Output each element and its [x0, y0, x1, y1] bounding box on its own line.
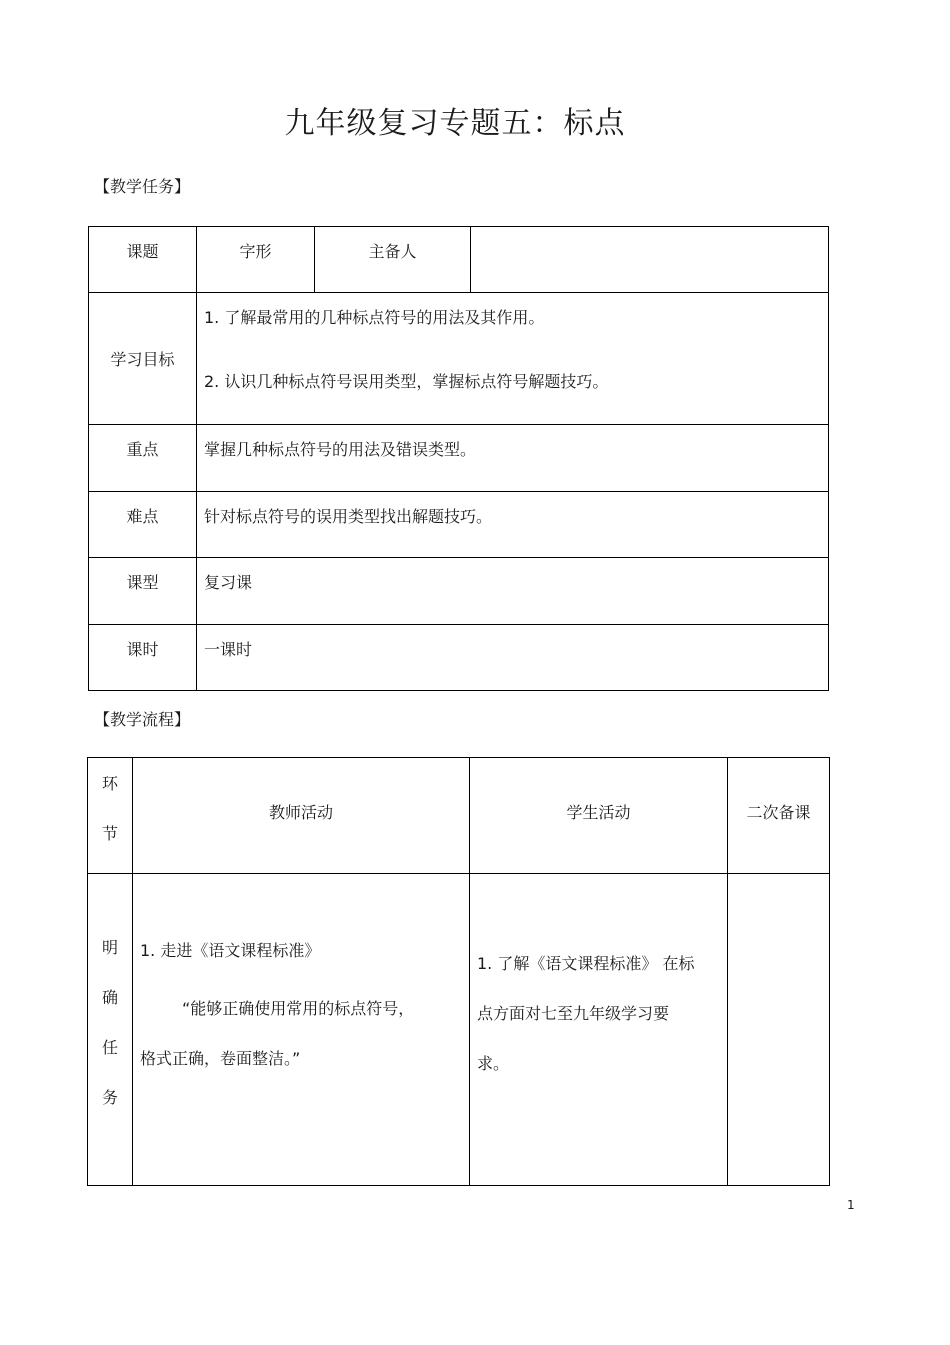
- student-activity-line: 1. 了解《语文课程标准》 在标: [477, 954, 695, 973]
- second-prep-header: 二次备课: [728, 758, 830, 874]
- table-row: [89, 293, 829, 425]
- lesson-hours-value: 一课时: [197, 625, 829, 691]
- student-activity-cell: [470, 874, 728, 1186]
- teaching-task-heading: 【教学任务】: [94, 177, 191, 196]
- stage-header-char: 节: [101, 824, 118, 843]
- teaching-process-table: [87, 757, 830, 1186]
- preparer-value: [471, 227, 829, 293]
- student-activity-header: 学生活动: [470, 758, 728, 874]
- table-row: [89, 492, 829, 558]
- objective-item: 2. 认识几种标点符号误用类型，掌握标点符号解题技巧。: [204, 372, 609, 391]
- difficulty-label: 难点: [89, 492, 197, 558]
- second-prep-cell: [728, 874, 830, 1186]
- table-row: [89, 227, 829, 293]
- objectives-label: 学习目标: [89, 293, 197, 425]
- objectives-content: [197, 293, 829, 425]
- table-row: [89, 425, 829, 492]
- stage-header-char: 环: [101, 774, 118, 793]
- teacher-quote-line: “能够正确使用常用的标点符号，: [182, 999, 415, 1018]
- stage-char: 明: [101, 938, 118, 957]
- table-row: [89, 558, 829, 625]
- table-row: [88, 758, 830, 874]
- topic-label: 课题: [89, 227, 197, 293]
- lesson-type-value: 复习课: [197, 558, 829, 625]
- difficulty-value: 针对标点符号的误用类型找出解题技巧。: [197, 492, 829, 558]
- stage-char: 务: [101, 1088, 118, 1107]
- key-point-label: 重点: [89, 425, 197, 492]
- teacher-activity-header: 教师活动: [133, 758, 470, 874]
- preparer-label: 主备人: [315, 227, 471, 293]
- stage-column-header: [88, 758, 133, 874]
- teacher-activity-item: 1. 走进《语文课程标准》: [140, 941, 321, 960]
- teaching-process-heading: 【教学流程】: [94, 710, 191, 729]
- teaching-task-table: [88, 226, 829, 691]
- key-point-value: 掌握几种标点符号的用法及错误类型。: [197, 425, 829, 492]
- teacher-activity-cell: [133, 874, 470, 1186]
- page-number: 1: [847, 1198, 855, 1212]
- lesson-hours-label: 课时: [89, 625, 197, 691]
- teacher-quote-line: 格式正确，卷面整洁。”: [140, 1049, 301, 1068]
- lesson-type-label: 课型: [89, 558, 197, 625]
- table-row: [88, 874, 830, 1186]
- student-activity-line: 求。: [477, 1054, 510, 1073]
- table-row: [89, 625, 829, 691]
- stage-cell: [88, 874, 133, 1186]
- objective-item: 1. 了解最常用的几种标点符号的用法及其作用。: [204, 308, 545, 327]
- topic-value: 字形: [197, 227, 315, 293]
- document-title: 九年级复习专题五：标点: [284, 106, 626, 141]
- stage-char: 任: [101, 1038, 118, 1057]
- stage-char: 确: [101, 988, 118, 1007]
- student-activity-line: 点方面对七至九年级学习要: [477, 1004, 670, 1023]
